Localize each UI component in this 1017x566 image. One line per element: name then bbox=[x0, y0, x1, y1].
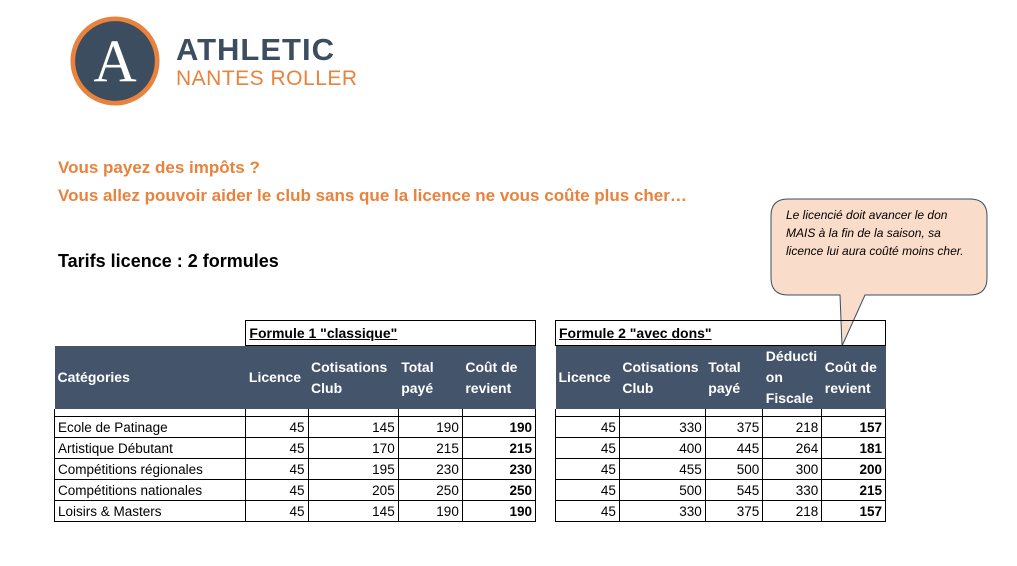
table-row bbox=[556, 480, 886, 501]
cell-cout: 215 bbox=[462, 438, 535, 459]
table-row bbox=[55, 417, 536, 438]
col-total: Total payé bbox=[705, 346, 763, 410]
col-categories: Catégories bbox=[55, 346, 246, 410]
table-row bbox=[556, 501, 886, 522]
logo-emblem-icon bbox=[70, 16, 160, 106]
cell-category: Compétitions régionales bbox=[55, 459, 246, 480]
cell-licence: 45 bbox=[556, 417, 620, 438]
club-logo bbox=[68, 14, 368, 114]
cell-cout: 190 bbox=[462, 417, 535, 438]
cell-total: 190 bbox=[398, 501, 462, 522]
cell-cotisations: 500 bbox=[619, 480, 705, 501]
section-title: Tarifs licence : 2 formules bbox=[58, 251, 279, 271]
cell-deduction: 330 bbox=[763, 480, 822, 501]
cell-licence: 45 bbox=[246, 438, 308, 459]
headline-question: Vous payez des impôts ? bbox=[58, 158, 260, 177]
cell-cout: 181 bbox=[822, 438, 886, 459]
brand-subname: NANTES ROLLER bbox=[176, 67, 358, 90]
cell-cout: 190 bbox=[462, 501, 535, 522]
cell-total: 230 bbox=[398, 459, 462, 480]
cell-cout: 250 bbox=[462, 480, 535, 501]
table-row bbox=[55, 501, 536, 522]
cell-category: Loisirs & Masters bbox=[55, 501, 246, 522]
cell-licence: 45 bbox=[556, 459, 620, 480]
col-deduction: Déducti on Fiscale bbox=[763, 346, 822, 410]
table-row bbox=[55, 459, 536, 480]
cell-total: 545 bbox=[705, 480, 763, 501]
cell-cotisations: 400 bbox=[619, 438, 705, 459]
headline-message: Vous allez pouvoir aider le club sans que la licence ne vous coûte plus cher… bbox=[58, 186, 687, 205]
formula1-title: Formule 1 "classique" bbox=[246, 321, 536, 346]
col-total: Total payé bbox=[398, 346, 462, 410]
col-licence: Licence bbox=[556, 346, 620, 410]
cell-total: 500 bbox=[705, 459, 763, 480]
cell-licence: 45 bbox=[246, 501, 308, 522]
cell-licence: 45 bbox=[246, 459, 308, 480]
logo-monogram: A bbox=[93, 28, 137, 95]
cell-total: 190 bbox=[398, 417, 462, 438]
cell-category: Compétitions nationales bbox=[55, 480, 246, 501]
table-row bbox=[556, 417, 886, 438]
cell-total: 375 bbox=[705, 501, 763, 522]
cell-deduction: 300 bbox=[763, 459, 822, 480]
cell-cout: 157 bbox=[822, 501, 886, 522]
cell-licence: 45 bbox=[556, 501, 620, 522]
cell-licence: 45 bbox=[556, 480, 620, 501]
col-cout: Coût de revient bbox=[822, 346, 886, 410]
cell-total: 250 bbox=[398, 480, 462, 501]
cell-cotisations: 145 bbox=[308, 501, 398, 522]
cell-category: Artistique Débutant bbox=[55, 438, 246, 459]
cell-total: 445 bbox=[705, 438, 763, 459]
table-row bbox=[55, 480, 536, 501]
cell-cotisations: 330 bbox=[619, 501, 705, 522]
callout-bubble bbox=[770, 198, 988, 294]
cell-cotisations: 205 bbox=[308, 480, 398, 501]
cell-cotisations: 330 bbox=[619, 417, 705, 438]
col-cotisations: Cotisations Club bbox=[619, 346, 705, 410]
col-cout: Coût de revient bbox=[462, 346, 535, 410]
formula1-table bbox=[54, 320, 536, 522]
cell-deduction: 264 bbox=[763, 438, 822, 459]
cell-cout: 157 bbox=[822, 417, 886, 438]
cell-deduction: 218 bbox=[763, 501, 822, 522]
cell-cout: 230 bbox=[462, 459, 535, 480]
cell-total: 215 bbox=[398, 438, 462, 459]
cell-cotisations: 455 bbox=[619, 459, 705, 480]
col-licence: Licence bbox=[246, 346, 308, 410]
brand-name: ATHLETIC bbox=[176, 32, 335, 67]
cell-cout: 200 bbox=[822, 459, 886, 480]
table-row bbox=[55, 438, 536, 459]
col-cotisations: Cotisations Club bbox=[308, 346, 398, 410]
cell-deduction: 218 bbox=[763, 417, 822, 438]
table-row bbox=[556, 459, 886, 480]
cell-licence: 45 bbox=[556, 438, 620, 459]
cell-licence: 45 bbox=[246, 480, 308, 501]
formula2-title: Formule 2 "avec dons" bbox=[556, 321, 886, 346]
callout-text: Le licencié doit avancer le don MAIS à la fin de la saison, sa licence lui aura coûté moins cher. bbox=[786, 208, 964, 258]
cell-category: Ecole de Patinage bbox=[55, 417, 246, 438]
cell-cotisations: 145 bbox=[308, 417, 398, 438]
cell-total: 375 bbox=[705, 417, 763, 438]
cell-cotisations: 170 bbox=[308, 438, 398, 459]
cell-cotisations: 195 bbox=[308, 459, 398, 480]
table-row bbox=[556, 438, 886, 459]
formula2-table bbox=[555, 320, 886, 522]
cell-cout: 215 bbox=[822, 480, 886, 501]
cell-licence: 45 bbox=[246, 417, 308, 438]
